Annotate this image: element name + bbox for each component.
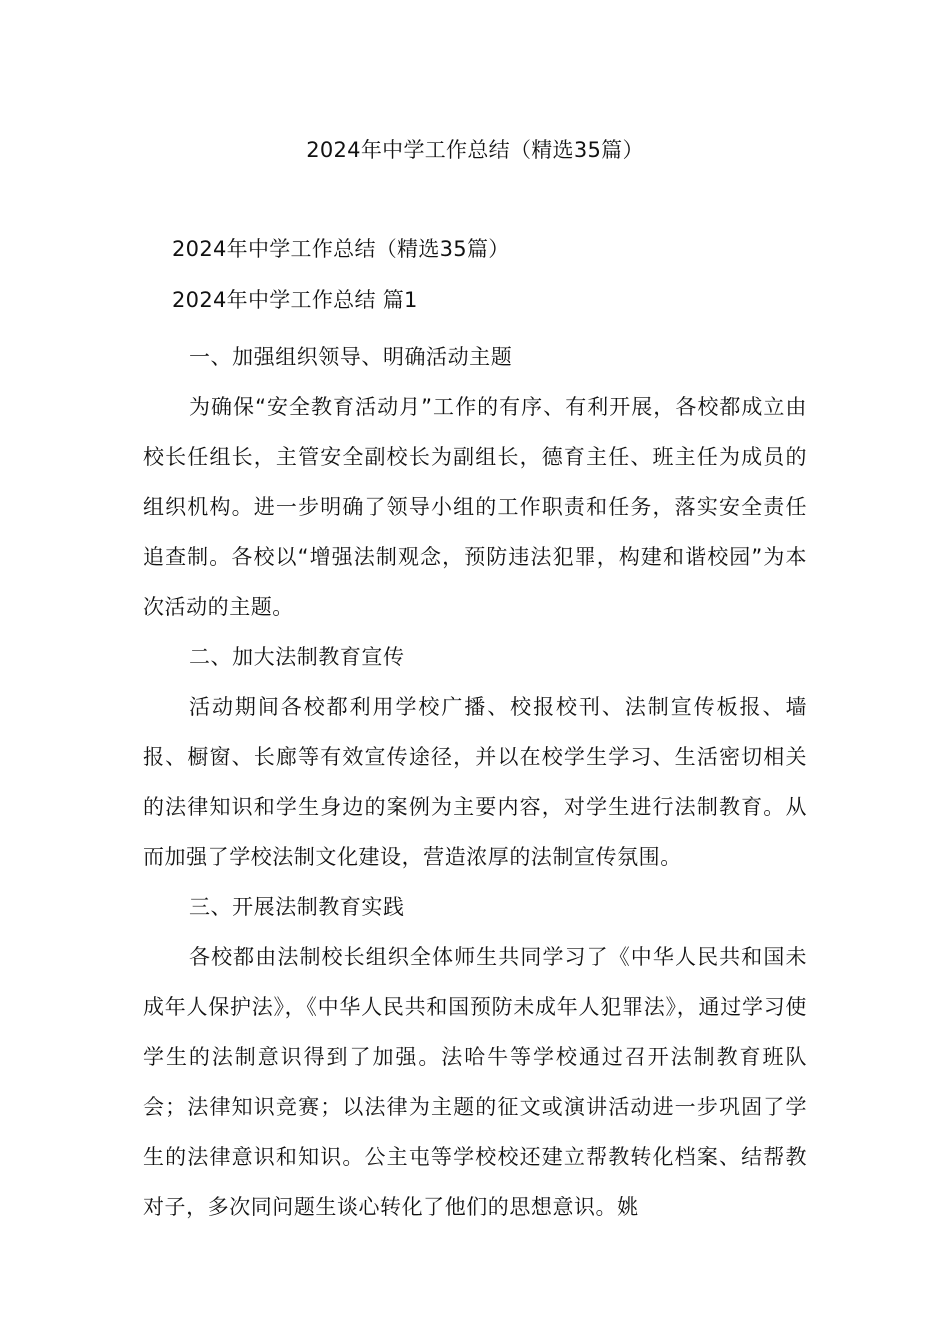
section-heading-2: 二、加大法制教育宣传 <box>189 645 405 669</box>
chapter-heading: 2024年中学工作总结 篇1 <box>172 288 418 312</box>
document-body <box>143 332 807 1232</box>
section-heading-1: 一、加强组织领导、明确活动主题 <box>189 345 513 369</box>
body-paragraph-2: 活动期间各校都利用学校广播、校报校刊、法制宣传板报、墙报、橱窗、长廊等有效宣传途径，并以在校学生学习、生活密切相关的法律知识和学生身边的案例为主要内容，对学生进行法制教育。从而加强了学校法制文化建设，营造浓厚的法制宣传氛围。 <box>143 695 807 869</box>
section-heading-3: 三、开展法制教育实践 <box>189 895 405 919</box>
body-paragraph-3: 各校都由法制校长组织全体师生共同学习了《中华人民共和国未成年人保护法》，《中华人民共和国预防未成年人犯罪法》，通过学习使学生的法制意识得到了加强。法哈牛等学校通过召开法制教育班队会；法律知识竞赛；以法律为主题的征文或演讲活动进一步巩固了学生的法律意识和知识。公主屯等学校校还建立帮教转化档案、结帮教对子，多次同问题生谈心转化了他们的思想意识。姚 <box>143 945 807 1219</box>
document-subtitle: 2024年中学工作总结（精选35篇） <box>172 237 510 261</box>
document-title: 2024年中学工作总结（精选35篇） <box>306 138 644 162</box>
body-paragraph-1: 为确保“安全教育活动月”工作的有序、有利开展，各校都成立由校长任组长，主管安全副校长为副组长，德育主任、班主任为成员的组织机构。进一步明确了领导小组的工作职责和任务，落实安全责任追查制。各校以“增强法制观念，预防违法犯罪，构建和谐校园”为本次活动的主题。 <box>143 395 807 619</box>
